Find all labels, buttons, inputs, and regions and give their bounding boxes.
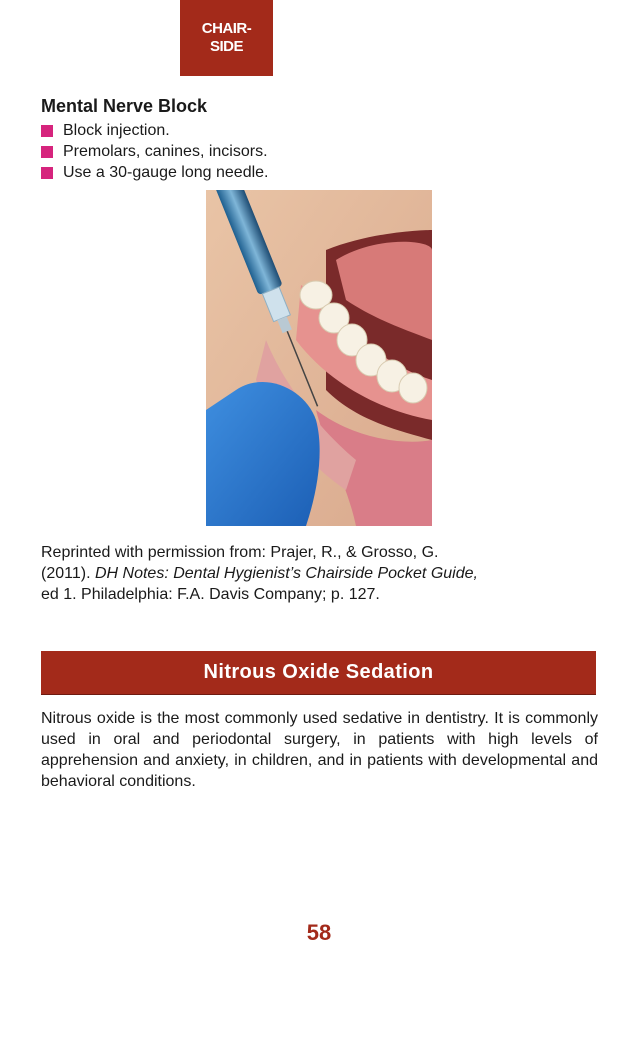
page-number: 58 bbox=[306, 920, 332, 945]
section-title: Mental Nerve Block bbox=[41, 96, 208, 116]
credit-year: (2011). bbox=[41, 565, 91, 582]
banner-title: Nitrous Oxide Sedation bbox=[203, 661, 434, 683]
mouth-injection-illustration bbox=[206, 190, 432, 526]
credit-line1: Reprinted with permission from: Prajer, R., & Grosso, G. bbox=[41, 544, 439, 561]
bullet-list bbox=[41, 120, 269, 183]
credit-line2 bbox=[41, 563, 601, 584]
image-credit bbox=[41, 542, 601, 605]
list-item-text: Use a 30-gauge long needle. bbox=[63, 163, 269, 181]
list-item bbox=[41, 141, 269, 162]
credit-book-title: DH Notes: Dental Hygienist’s Chairside Pocket Guide, bbox=[94, 565, 478, 582]
credit-line3: ed 1. Philadelphia: F.A. Davis Company; p. 127. bbox=[41, 586, 380, 603]
list-item bbox=[41, 162, 269, 183]
square-bullet-icon bbox=[41, 125, 53, 137]
injection-photo bbox=[206, 190, 432, 526]
list-item bbox=[41, 120, 269, 141]
body-paragraph: Nitrous oxide is the most commonly used sedative in dentistry. It is commonly used in oral and periodontal surgery, in patients with high levels of apprehension and anxiety, in children, and in patients with developmental and behavioral conditions. bbox=[41, 710, 598, 790]
square-bullet-icon bbox=[41, 167, 53, 179]
list-item-text: Premolars, canines, incisors. bbox=[63, 142, 268, 160]
section-banner bbox=[41, 651, 596, 695]
list-item-text: Block injection. bbox=[63, 121, 170, 139]
square-bullet-icon bbox=[41, 146, 53, 158]
chairside-tab bbox=[180, 0, 273, 76]
tab-label-line1: CHAIR- bbox=[201, 20, 252, 37]
tab-label-line2: SIDE bbox=[209, 38, 243, 55]
